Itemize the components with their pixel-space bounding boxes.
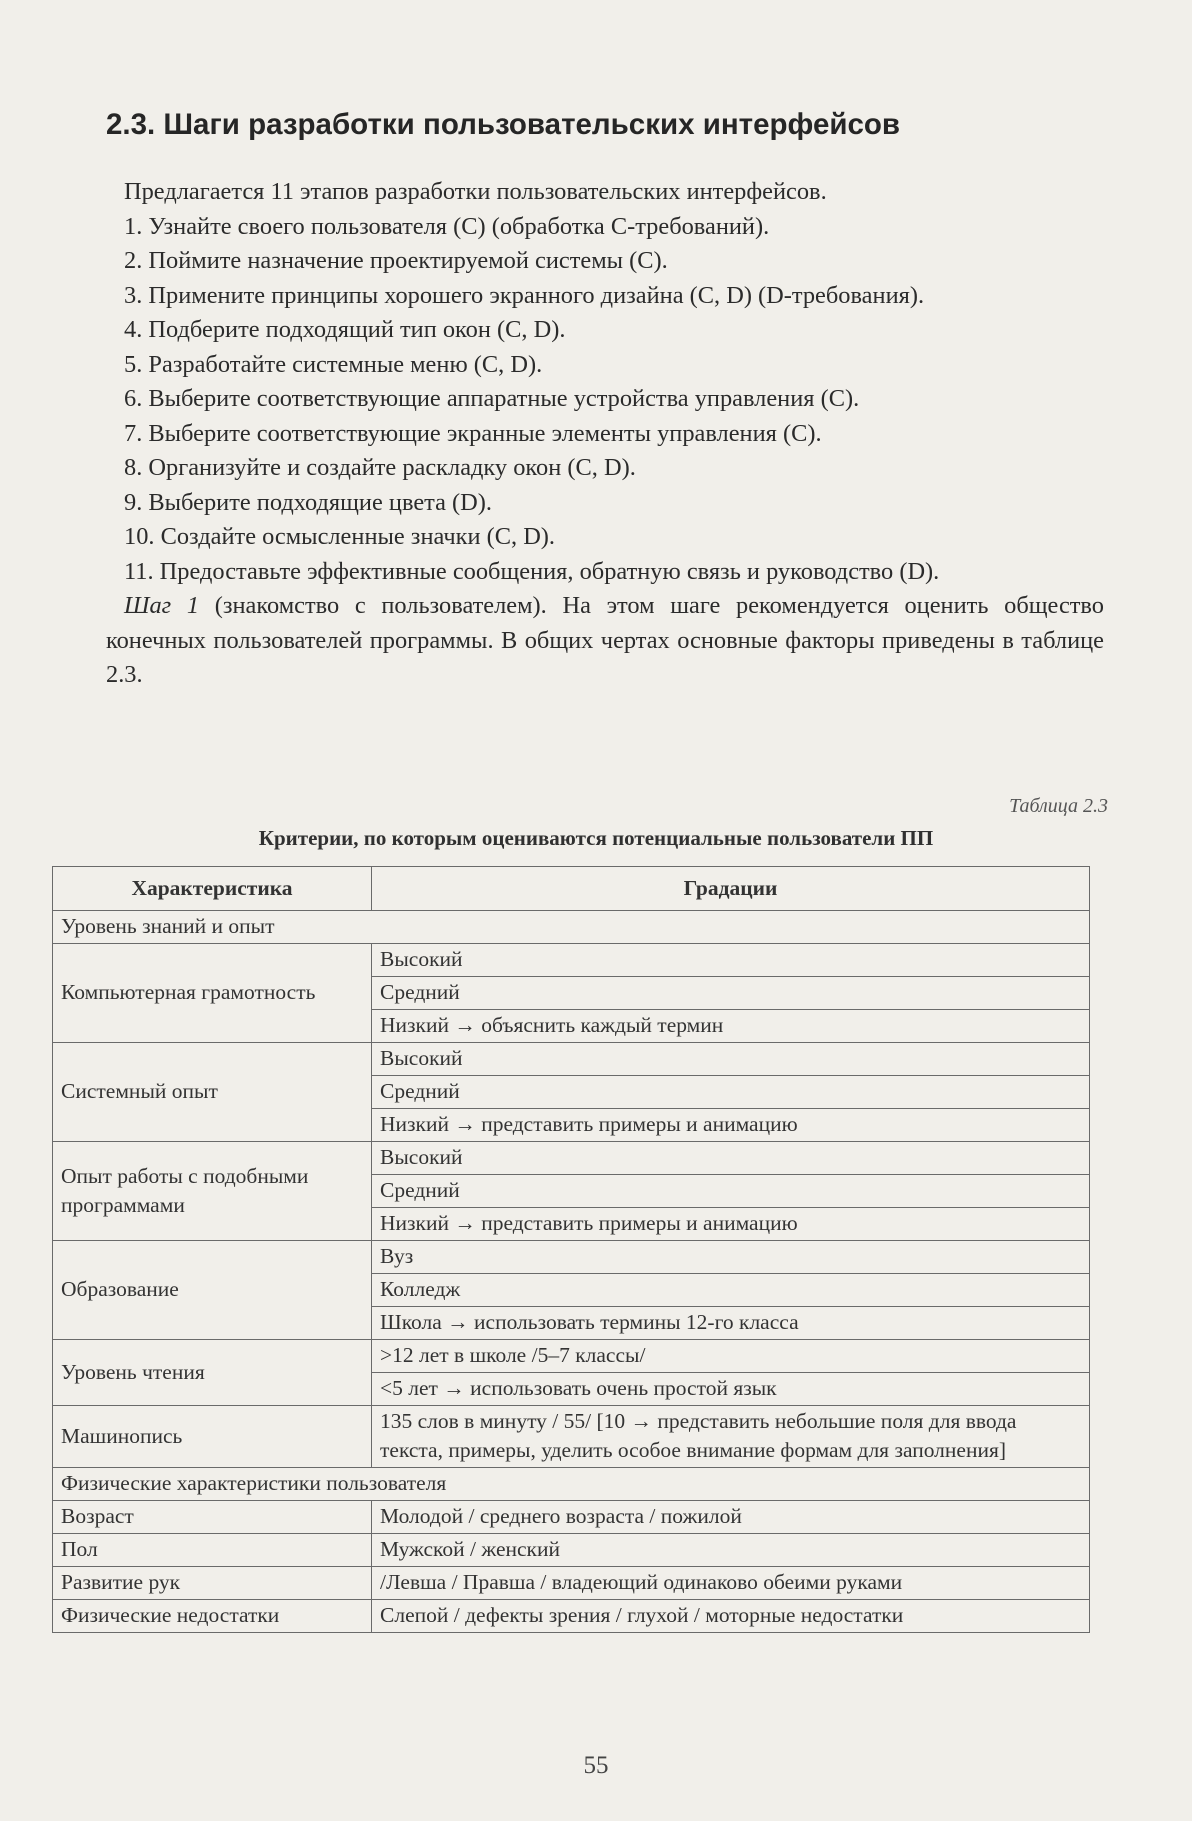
list-item: 11. Предоставьте эффективные сообщения, обратную связь и руководство (D). <box>124 557 940 585</box>
list-item: 4. Подберите подходящий тип окон (С, D). <box>124 316 566 343</box>
section-row <box>53 1468 1090 1501</box>
table-row <box>53 1043 1090 1076</box>
gradation-cell: <5 лет → использовать очень простой язык <box>372 1373 1090 1406</box>
gradation-cell: Низкий → объяснить каждый термин <box>372 1010 1090 1043</box>
table-row <box>53 1534 1090 1567</box>
characteristic-cell: Уровень чтения <box>53 1340 372 1406</box>
list-item: 8. Организуйте и создайте раскладку окон (С, D). <box>124 454 636 481</box>
table-row <box>53 1340 1090 1373</box>
characteristic-cell: Возраст <box>53 1501 372 1534</box>
step1-paragraph <box>106 589 1104 693</box>
characteristic-cell: Опыт работы с подобными программами <box>53 1142 372 1241</box>
gradation-cell: Слепой / дефекты зрения / глухой / моторные недостатки <box>372 1600 1090 1633</box>
table-row <box>53 1142 1090 1175</box>
gradation-cell: Высокий <box>372 1142 1090 1175</box>
gradation-cell: Высокий <box>372 944 1090 977</box>
step1-label: Шаг 1 <box>124 592 200 619</box>
col-header-gradations: Градации <box>372 867 1090 911</box>
gradation-cell: >12 лет в школе /5–7 классы/ <box>372 1340 1090 1373</box>
step1-text: (знакомство с пользователем). На этом шаге рекомендуется оценить общество конечных пользователей программы. В общих чертах основные факторы приведены в таблице 2.3. <box>106 592 1104 688</box>
characteristic-cell: Компьютерная грамотность <box>53 944 372 1043</box>
list-item: 10. Создайте осмысленные значки (С, D). <box>124 523 556 550</box>
gradation-cell: Средний <box>372 1076 1090 1109</box>
table-row <box>53 1567 1090 1600</box>
list-item: 5. Разработайте системные меню (С, D). <box>124 350 543 378</box>
gradation-cell: /Левша / Правша / владеющий одинаково обеими руками <box>372 1567 1090 1600</box>
characteristic-cell: Физические недостатки <box>53 1600 372 1633</box>
list-item: 6. Выберите соответствующие аппаратные устройства управления (С). <box>124 385 860 412</box>
gradation-cell: 135 слов в минуту / 55/ [10 → представить небольшие поля для ввода текста, примеры, уделить особое внимание формам для заполнения] <box>372 1406 1090 1468</box>
characteristic-cell: Пол <box>53 1534 372 1567</box>
table-row <box>53 1406 1090 1468</box>
table-row <box>53 1241 1090 1274</box>
characteristic-cell: Образование <box>53 1241 372 1340</box>
table-row <box>53 1600 1090 1633</box>
list-item: 3. Примените принципы хорошего экранного дизайна (С, D) (D-требования). <box>124 281 925 309</box>
section-title: Физические характеристики пользователя <box>53 1468 1090 1501</box>
characteristic-cell: Развитие рук <box>53 1567 372 1600</box>
gradation-cell: Школа → использовать термины 12-го класса <box>372 1307 1090 1340</box>
page-number: 55 <box>583 1752 609 1779</box>
gradation-cell: Вуз <box>372 1241 1090 1274</box>
list-item: 2. Поймите назначение проектируемой системы (С). <box>124 247 668 274</box>
users-criteria-table <box>52 866 1090 1633</box>
table-number: Таблица 2.3 <box>1009 795 1108 817</box>
section-row <box>53 911 1090 944</box>
table-header-row <box>53 867 1090 911</box>
characteristic-cell: Машинопись <box>53 1406 372 1468</box>
gradation-cell: Низкий → представить примеры и анимацию <box>372 1208 1090 1241</box>
gradation-cell: Мужской / женский <box>372 1534 1090 1567</box>
body-text <box>106 175 1104 693</box>
list-item: 9. Выберите подходящие цвета (D). <box>124 488 492 516</box>
characteristic-cell: Системный опыт <box>53 1043 372 1142</box>
col-header-characteristic: Характеристика <box>53 867 372 911</box>
table-row <box>53 1501 1090 1534</box>
table-row <box>53 944 1090 977</box>
gradation-cell: Средний <box>372 1175 1090 1208</box>
table-title: Критерии, по которым оцениваются потенциальные пользователи ПП <box>258 826 934 850</box>
gradation-cell: Высокий <box>372 1043 1090 1076</box>
intro-paragraph: Предлагается 11 этапов разработки пользовательских интерфейсов. <box>124 178 827 205</box>
gradation-cell: Колледж <box>372 1274 1090 1307</box>
list-item: 7. Выберите соответствующие экранные элементы управления (С). <box>124 419 822 447</box>
gradation-cell: Молодой / среднего возраста / пожилой <box>372 1501 1090 1534</box>
list-item: 1. Узнайте своего пользователя (С) (обработка С-требований). <box>124 212 770 240</box>
gradation-cell: Средний <box>372 977 1090 1010</box>
section-heading: 2.3. Шаги разработки пользовательских интерфейсов <box>106 108 901 141</box>
section-title: Уровень знаний и опыт <box>53 911 1090 944</box>
gradation-cell: Низкий → представить примеры и анимацию <box>372 1109 1090 1142</box>
